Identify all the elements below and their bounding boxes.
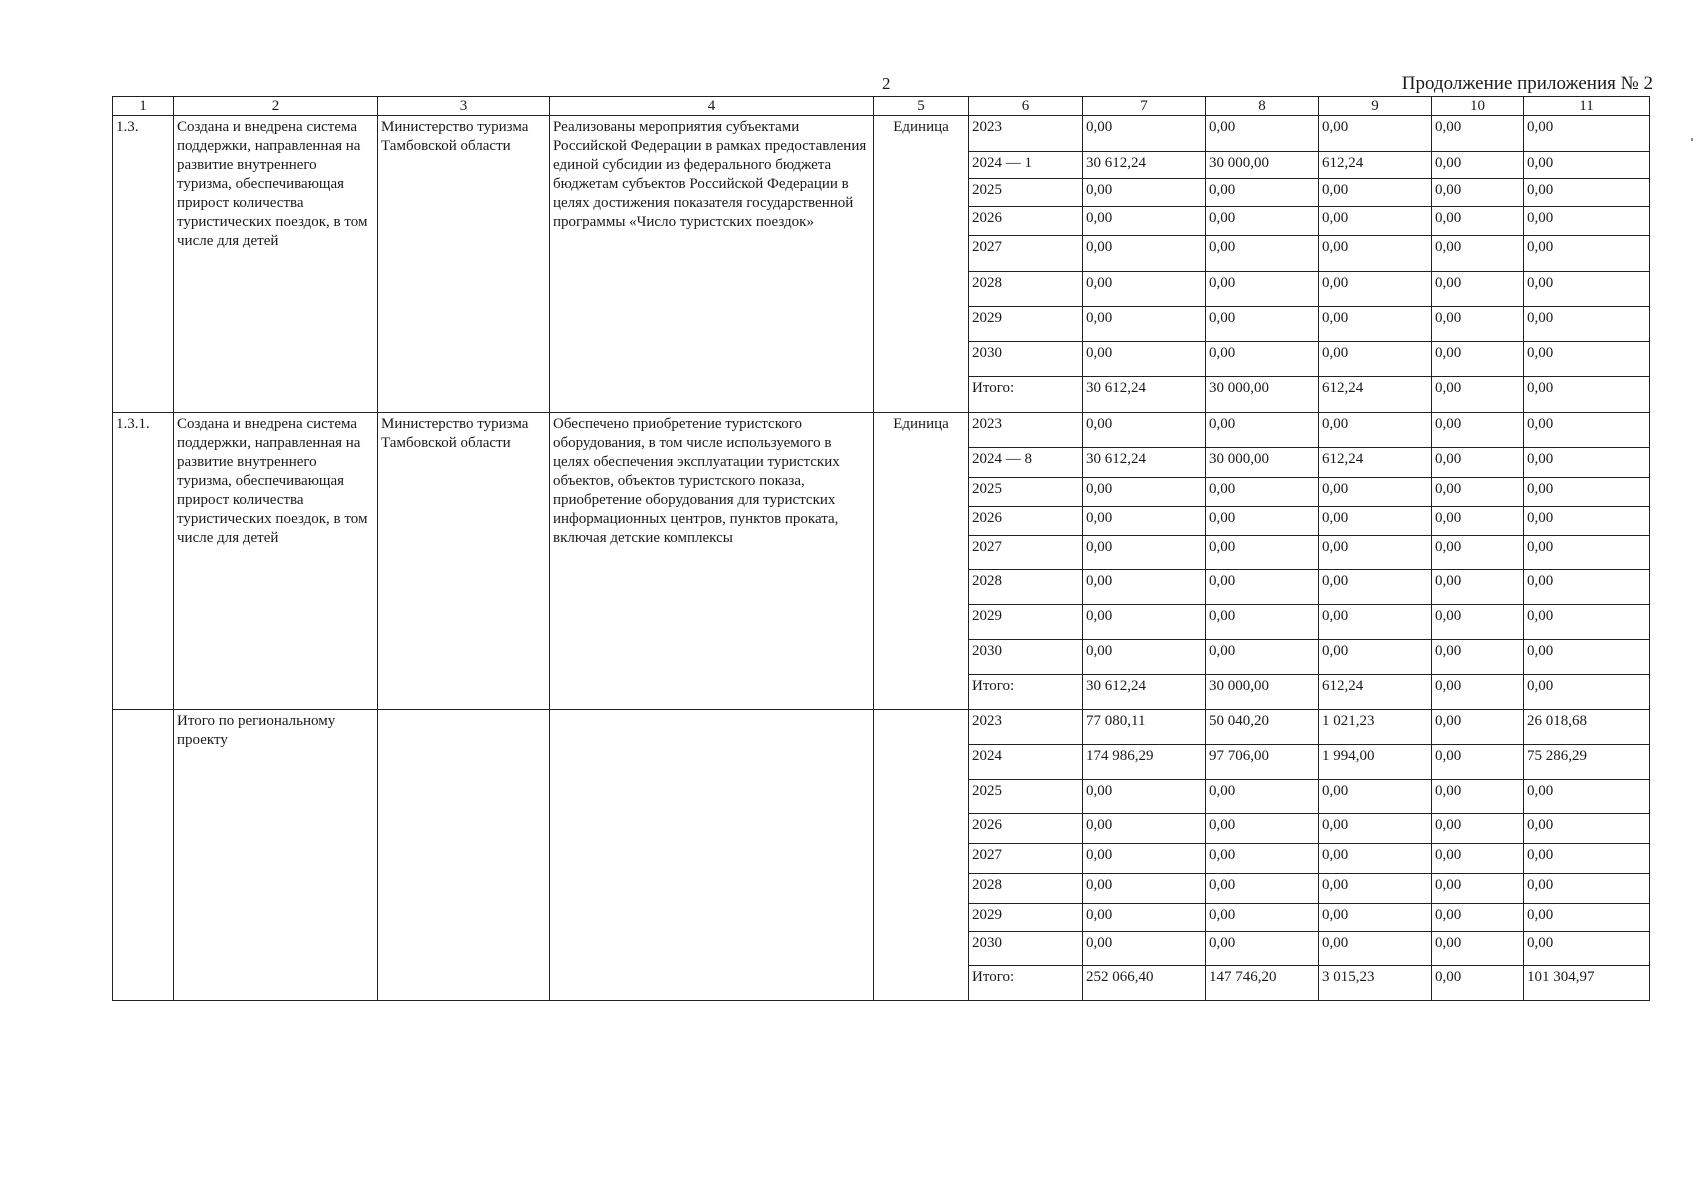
row-unit [874, 710, 969, 1001]
amount-cell: 101 304,97 [1524, 966, 1650, 1001]
amount-cell: 0,00 [1524, 179, 1650, 207]
amount-cell: 0,00 [1206, 413, 1319, 448]
continuation-title: Продолжение приложения № 2 [1401, 73, 1653, 94]
year-cell: 2026 [969, 814, 1083, 844]
year-cell: 2025 [969, 179, 1083, 207]
amount-cell: 0,00 [1524, 152, 1650, 179]
page-number: 2 [882, 74, 891, 93]
amount-cell: 0,00 [1524, 507, 1650, 536]
row-code [113, 710, 174, 1001]
amount-cell: 0,00 [1319, 570, 1432, 605]
amount-cell: 30 000,00 [1206, 675, 1319, 710]
amount-cell: 0,00 [1524, 236, 1650, 272]
table-row [113, 116, 1650, 152]
amount-cell: 0,00 [1524, 874, 1650, 904]
column-header: 6 [969, 97, 1083, 116]
amount-cell: 0,00 [1432, 844, 1524, 874]
amount-cell: 30 000,00 [1206, 377, 1319, 413]
amount-cell: 0,00 [1524, 814, 1650, 844]
amount-cell: 0,00 [1319, 605, 1432, 640]
year-cell: 2029 [969, 605, 1083, 640]
amount-cell: 0,00 [1319, 478, 1432, 507]
amount-cell: 0,00 [1206, 179, 1319, 207]
amount-cell: 0,00 [1083, 207, 1206, 236]
amount-cell: 0,00 [1206, 640, 1319, 675]
amount-cell: 0,00 [1432, 179, 1524, 207]
amount-cell: 0,00 [1083, 814, 1206, 844]
column-header: 8 [1206, 97, 1319, 116]
column-header: 5 [874, 97, 969, 116]
amount-cell: 0,00 [1432, 780, 1524, 814]
year-cell: 2029 [969, 904, 1083, 932]
amount-cell: 0,00 [1432, 116, 1524, 152]
amount-cell: 0,00 [1432, 745, 1524, 780]
amount-cell: 612,24 [1319, 448, 1432, 478]
amount-cell: 0,00 [1524, 570, 1650, 605]
amount-cell: 0,00 [1319, 272, 1432, 307]
amount-cell: 30 612,24 [1083, 152, 1206, 179]
amount-cell: 0,00 [1432, 413, 1524, 448]
amount-cell: 0,00 [1432, 478, 1524, 507]
row-unit: Единица [874, 116, 969, 413]
amount-cell: 30 000,00 [1206, 448, 1319, 478]
amount-cell: 0,00 [1083, 179, 1206, 207]
row-executor [378, 710, 550, 1001]
row-name: Создана и внедрена система поддержки, направленная на развитие внутреннего туризма, обеспечивающая прирост количества туристических поездок, в том числе для детей [174, 413, 378, 710]
amount-cell: 30 612,24 [1083, 675, 1206, 710]
row-unit: Единица [874, 413, 969, 710]
amount-cell: 0,00 [1206, 814, 1319, 844]
amount-cell: 0,00 [1206, 570, 1319, 605]
amount-cell: 30 612,24 [1083, 448, 1206, 478]
year-cell: 2029 [969, 307, 1083, 342]
column-header: 11 [1524, 97, 1650, 116]
amount-cell: 97 706,00 [1206, 745, 1319, 780]
row-name: Итого по региональному проекту [174, 710, 378, 1001]
year-cell: 2026 [969, 207, 1083, 236]
amount-cell: 0,00 [1206, 116, 1319, 152]
column-header: 4 [550, 97, 874, 116]
amount-cell: 0,00 [1524, 377, 1650, 413]
amount-cell: 0,00 [1432, 448, 1524, 478]
year-cell: 2023 [969, 413, 1083, 448]
amount-cell: 77 080,11 [1083, 710, 1206, 745]
year-cell: 2027 [969, 844, 1083, 874]
year-cell: 2024 — 8 [969, 448, 1083, 478]
amount-cell: 0,00 [1524, 116, 1650, 152]
amount-cell: 0,00 [1432, 152, 1524, 179]
amount-cell: 0,00 [1083, 307, 1206, 342]
amount-cell: 1 994,00 [1319, 745, 1432, 780]
amount-cell: 0,00 [1319, 179, 1432, 207]
amount-cell: 0,00 [1083, 932, 1206, 966]
amount-cell: 0,00 [1432, 236, 1524, 272]
table-body [113, 116, 1650, 1001]
amount-cell: 0,00 [1524, 844, 1650, 874]
amount-cell: 0,00 [1319, 207, 1432, 236]
year-cell: 2027 [969, 536, 1083, 570]
amount-cell: 0,00 [1524, 780, 1650, 814]
amount-cell: 0,00 [1206, 478, 1319, 507]
amount-cell: 0,00 [1083, 507, 1206, 536]
amount-cell: 0,00 [1432, 377, 1524, 413]
year-cell: 2024 — 1 [969, 152, 1083, 179]
column-number-row [113, 97, 1650, 116]
row-result: Обеспечено приобретение туристского оборудования, в том числе используемого в целях обеспечения эксплуатации туристских объектов, объектов туристского показа, приобретение оборудования для туристских информационных центров, пунктов проката, включая детские комплексы [550, 413, 874, 710]
row-result [550, 710, 874, 1001]
column-header: 1 [113, 97, 174, 116]
amount-cell: 0,00 [1524, 413, 1650, 448]
amount-cell: 0,00 [1083, 605, 1206, 640]
column-header: 3 [378, 97, 550, 116]
budget-table [112, 96, 1650, 1001]
amount-cell: 0,00 [1206, 507, 1319, 536]
amount-cell: 0,00 [1432, 536, 1524, 570]
amount-cell: 0,00 [1319, 932, 1432, 966]
amount-cell: 147 746,20 [1206, 966, 1319, 1001]
row-executor: Министерство туризма Тамбовской области [378, 116, 550, 413]
amount-cell: 612,24 [1319, 152, 1432, 179]
column-header: 9 [1319, 97, 1432, 116]
amount-cell: 0,00 [1206, 342, 1319, 377]
amount-cell: 0,00 [1432, 814, 1524, 844]
amount-cell: 0,00 [1524, 904, 1650, 932]
table-row [113, 710, 1650, 745]
amount-cell: 0,00 [1206, 904, 1319, 932]
amount-cell: 0,00 [1432, 874, 1524, 904]
amount-cell: 0,00 [1083, 236, 1206, 272]
amount-cell: 1 021,23 [1319, 710, 1432, 745]
amount-cell: 0,00 [1432, 207, 1524, 236]
scan-mark [1691, 138, 1693, 141]
year-cell: 2030 [969, 932, 1083, 966]
amount-cell: 0,00 [1432, 904, 1524, 932]
amount-cell: 0,00 [1432, 640, 1524, 675]
year-cell: 2025 [969, 780, 1083, 814]
year-cell: Итого: [969, 966, 1083, 1001]
amount-cell: 50 040,20 [1206, 710, 1319, 745]
amount-cell: 0,00 [1206, 605, 1319, 640]
year-cell: 2028 [969, 570, 1083, 605]
amount-cell: 0,00 [1083, 116, 1206, 152]
amount-cell: 0,00 [1524, 675, 1650, 710]
amount-cell: 0,00 [1083, 272, 1206, 307]
amount-cell: 0,00 [1206, 207, 1319, 236]
table-row [113, 413, 1650, 448]
year-cell: 2026 [969, 507, 1083, 536]
amount-cell: 0,00 [1524, 640, 1650, 675]
amount-cell: 0,00 [1083, 342, 1206, 377]
amount-cell: 0,00 [1432, 966, 1524, 1001]
amount-cell: 0,00 [1319, 236, 1432, 272]
amount-cell: 0,00 [1432, 675, 1524, 710]
year-cell: 2023 [969, 710, 1083, 745]
amount-cell: 0,00 [1083, 640, 1206, 675]
amount-cell: 0,00 [1206, 272, 1319, 307]
amount-cell: 0,00 [1432, 272, 1524, 307]
amount-cell: 0,00 [1083, 904, 1206, 932]
amount-cell: 0,00 [1206, 932, 1319, 966]
amount-cell: 3 015,23 [1319, 966, 1432, 1001]
year-cell: Итого: [969, 377, 1083, 413]
year-cell: 2024 [969, 745, 1083, 780]
amount-cell: 0,00 [1319, 307, 1432, 342]
row-code: 1.3.1. [113, 413, 174, 710]
row-result: Реализованы мероприятия субъектами Российской Федерации в рамках предоставления единой субсидии из федерального бюджета бюджетам субъектов Российской Федерации в целях достижения показателя государственной программы «Число туристских поездок» [550, 116, 874, 413]
amount-cell: 0,00 [1524, 207, 1650, 236]
amount-cell: 0,00 [1524, 605, 1650, 640]
amount-cell: 174 986,29 [1083, 745, 1206, 780]
amount-cell: 0,00 [1206, 536, 1319, 570]
amount-cell: 0,00 [1432, 342, 1524, 377]
amount-cell: 26 018,68 [1524, 710, 1650, 745]
amount-cell: 0,00 [1432, 932, 1524, 966]
column-header: 2 [174, 97, 378, 116]
column-header: 7 [1083, 97, 1206, 116]
amount-cell: 0,00 [1524, 342, 1650, 377]
year-cell: Итого: [969, 675, 1083, 710]
year-cell: 2025 [969, 478, 1083, 507]
amount-cell: 252 066,40 [1083, 966, 1206, 1001]
amount-cell: 0,00 [1524, 478, 1650, 507]
amount-cell: 0,00 [1524, 272, 1650, 307]
amount-cell: 0,00 [1319, 413, 1432, 448]
amount-cell: 0,00 [1432, 307, 1524, 342]
column-header: 10 [1432, 97, 1524, 116]
amount-cell: 0,00 [1319, 640, 1432, 675]
year-cell: 2028 [969, 272, 1083, 307]
amount-cell: 0,00 [1319, 507, 1432, 536]
amount-cell: 0,00 [1083, 536, 1206, 570]
amount-cell: 0,00 [1319, 874, 1432, 904]
amount-cell: 612,24 [1319, 675, 1432, 710]
amount-cell: 0,00 [1206, 844, 1319, 874]
amount-cell: 0,00 [1319, 536, 1432, 570]
year-cell: 2023 [969, 116, 1083, 152]
amount-cell: 0,00 [1319, 844, 1432, 874]
amount-cell: 0,00 [1524, 307, 1650, 342]
amount-cell: 0,00 [1432, 710, 1524, 745]
amount-cell: 0,00 [1083, 413, 1206, 448]
amount-cell: 0,00 [1319, 904, 1432, 932]
amount-cell: 0,00 [1206, 307, 1319, 342]
amount-cell: 0,00 [1319, 116, 1432, 152]
amount-cell: 0,00 [1524, 932, 1650, 966]
amount-cell: 0,00 [1083, 780, 1206, 814]
amount-cell: 30 612,24 [1083, 377, 1206, 413]
amount-cell: 0,00 [1524, 448, 1650, 478]
year-cell: 2028 [969, 874, 1083, 904]
amount-cell: 0,00 [1319, 780, 1432, 814]
amount-cell: 30 000,00 [1206, 152, 1319, 179]
amount-cell: 0,00 [1432, 507, 1524, 536]
amount-cell: 0,00 [1432, 605, 1524, 640]
year-cell: 2027 [969, 236, 1083, 272]
amount-cell: 0,00 [1083, 874, 1206, 904]
amount-cell: 0,00 [1319, 814, 1432, 844]
amount-cell: 0,00 [1319, 342, 1432, 377]
amount-cell: 0,00 [1083, 844, 1206, 874]
row-code: 1.3. [113, 116, 174, 413]
amount-cell: 0,00 [1206, 780, 1319, 814]
year-cell: 2030 [969, 342, 1083, 377]
amount-cell: 0,00 [1524, 536, 1650, 570]
row-executor: Министерство туризма Тамбовской области [378, 413, 550, 710]
amount-cell: 0,00 [1083, 570, 1206, 605]
amount-cell: 0,00 [1083, 478, 1206, 507]
year-cell: 2030 [969, 640, 1083, 675]
amount-cell: 75 286,29 [1524, 745, 1650, 780]
amount-cell: 0,00 [1206, 874, 1319, 904]
row-name: Создана и внедрена система поддержки, направленная на развитие внутреннего туризма, обеспечивающая прирост количества туристических поездок, в том числе для детей [174, 116, 378, 413]
amount-cell: 0,00 [1206, 236, 1319, 272]
amount-cell: 0,00 [1432, 570, 1524, 605]
amount-cell: 612,24 [1319, 377, 1432, 413]
